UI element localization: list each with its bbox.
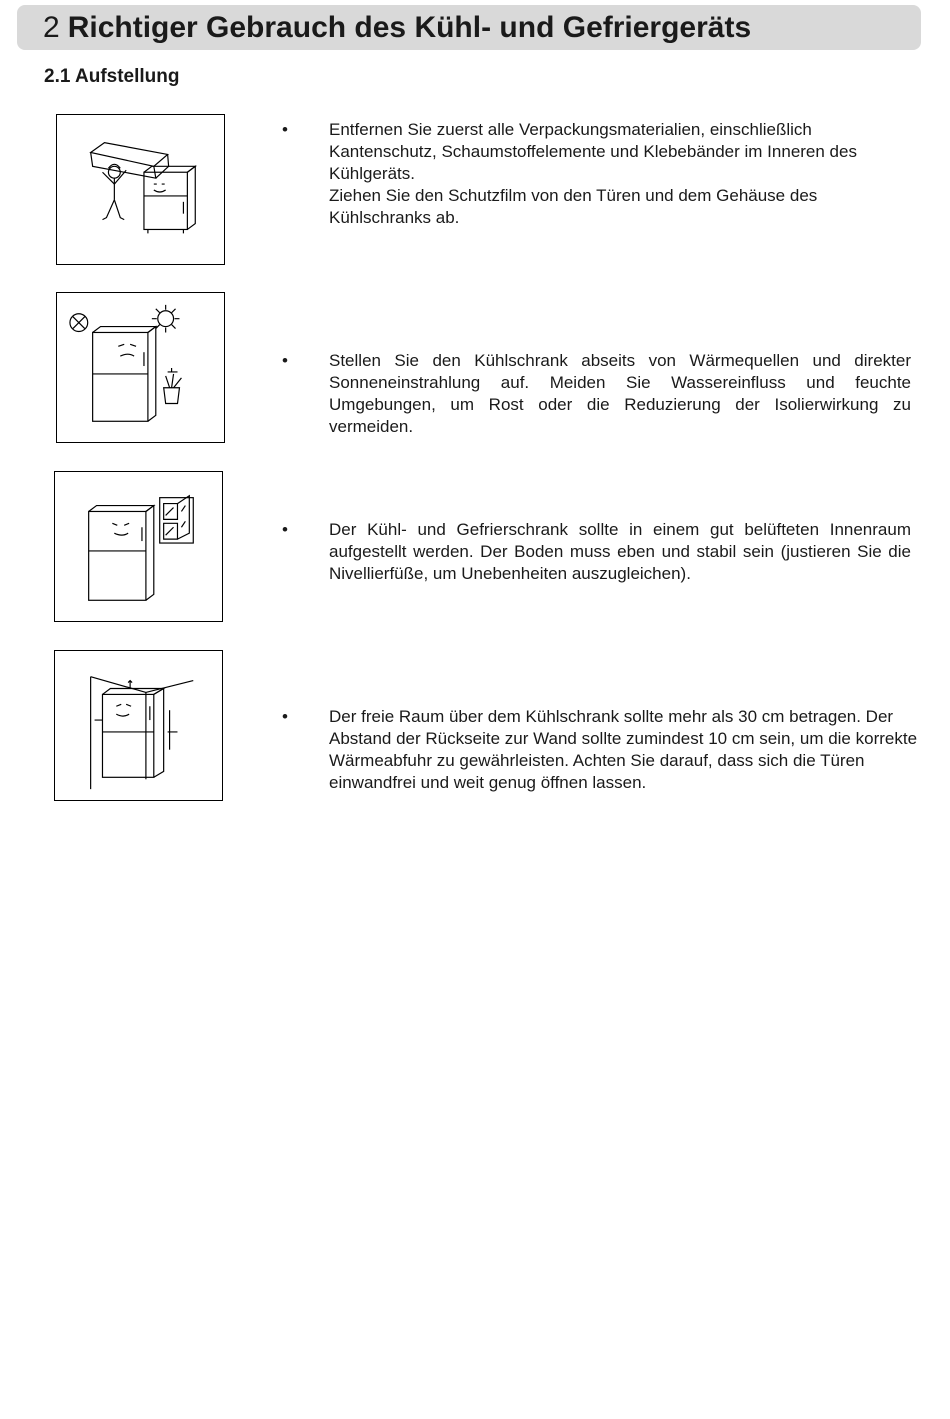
unpacking-illustration [56, 114, 225, 265]
bullet-marker: • [282, 120, 288, 139]
chapter-number: 2 [43, 10, 60, 44]
heat-moisture-illustration [56, 292, 225, 443]
chapter-title: Richtiger Gebrauch des Kühl- und Gefriergeräts [67, 10, 752, 44]
bullet-marker: • [282, 351, 288, 370]
instruction-text-ventilation [329, 519, 911, 585]
instruction-paragraph: Der freie Raum über dem Kühlschrank sollte mehr als 30 cm betragen. Der Abstand der Rückseite zur Wand sollte zumindest 10 cm sein, um die korrekte Wärmeabfuhr zu gewährleisten. Achten Sie darauf, dass sich die Türen einwandfrei und weit genug öffnen lassen. [329, 707, 918, 792]
bullet-marker: • [282, 707, 288, 726]
instruction-text-location [329, 350, 911, 438]
instruction-text-unpacking [329, 119, 911, 229]
instruction-paragraph: Stellen Sie den Kühlschrank abseits von Wärmequellen und direkter Sonneneinstrahlung auf. Meiden Sie Wassereinfluss und feuchte Umgebungen, um Rost oder die Reduzierung der Isolierwirkung zu vermeiden. [329, 351, 911, 436]
ventilation-illustration [54, 471, 223, 622]
instruction-paragraph: Entfernen Sie zuerst alle Verpackungsmaterialien, einschließlich Kantenschutz, Schaumstoffelemente und Klebebänder im Inneren des Kühlgeräts. [329, 120, 857, 183]
instruction-text-clearance [329, 706, 919, 794]
chapter-header [17, 5, 921, 50]
bullet-marker: • [282, 520, 288, 539]
clearance-illustration [54, 650, 223, 801]
instruction-paragraph: Ziehen Sie den Schutzfilm von den Türen und dem Gehäuse des Kühlschranks ab. [329, 186, 818, 227]
instruction-paragraph: Der Kühl- und Gefrierschrank sollte in einem gut belüfteten Innenraum aufgestellt werden. Der Boden muss eben und stabil sein (justieren Sie die Nivellierfüße, um Unebenheiten auszugleichen). [329, 520, 911, 583]
section-title: 2.1 Aufstellung [44, 66, 180, 87]
